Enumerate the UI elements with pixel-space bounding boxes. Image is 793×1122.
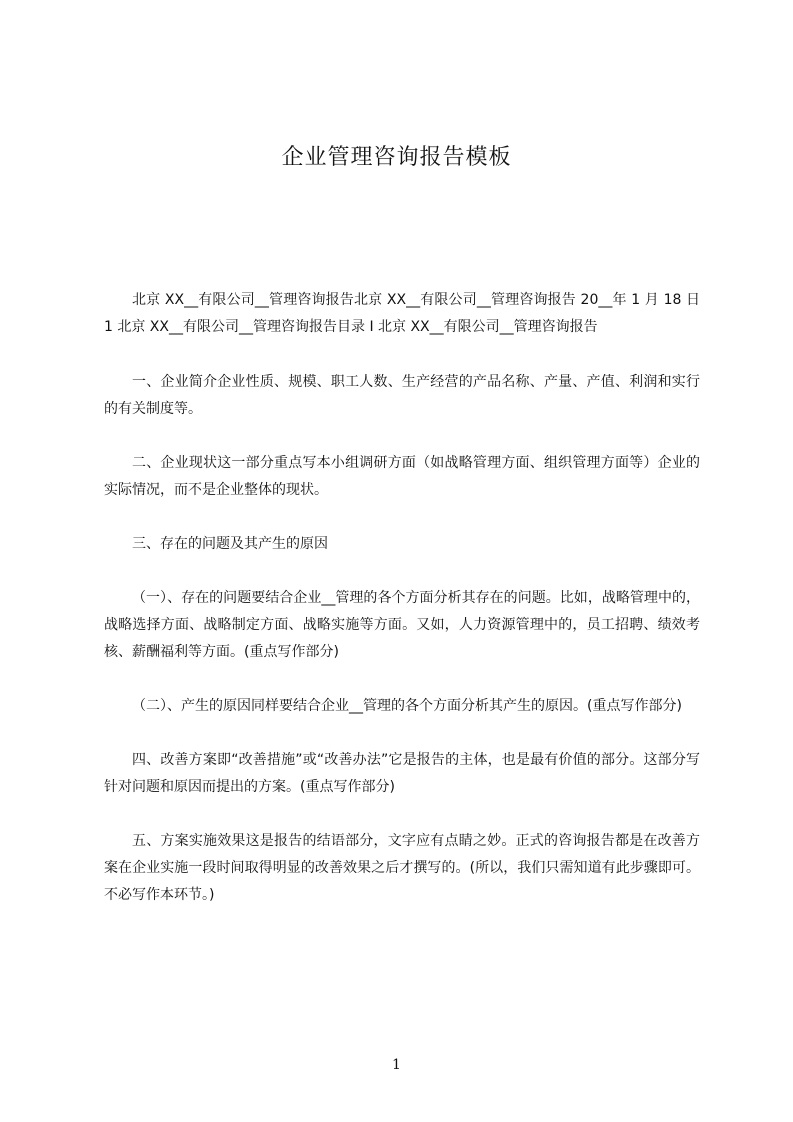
paragraph-problems-heading: 三、存在的问题及其产生的原因 [132, 536, 328, 552]
paragraph-causes: （二）、产生的原因同样要结合企业__管理的各个方面分析其产生的原因。(重点写作部分) [132, 698, 682, 714]
document-body [104, 287, 700, 936]
page-number: 1 [392, 1057, 401, 1073]
paragraph-improvement-plan: 四、改善方案即“改善措施”或“改善办法”它是报告的主体，也是最有价值的部分。这部分写针对问题和原因而提出的方案。(重点写作部分) [104, 752, 700, 795]
paragraph-implementation-effect: 五、方案实施效果这是报告的结语部分，文字应有点睛之妙。正式的咨询报告都是在改善方案在企业实施一段时间取得明显的改善效果之后才撰写的。(所以，我们只需知道有此步骤即可。不必写作本环节。) [104, 833, 700, 903]
paragraph-company-intro: 一、企业简介企业性质、规模、职工人数、生产经营的产品名称、产量、产值、利润和实行的有关制度等。 [104, 374, 700, 417]
paragraph-header-info: 北京 XX__有限公司__管理咨询报告北京 XX__有限公司__管理咨询报告 20__年 1 月 18 日 1 北京 XX__有限公司__管理咨询报告目录 I 北京 XX__有限公司__管理咨询报告 [104, 292, 700, 335]
document-title: 企业管理咨询报告模板 [281, 145, 512, 170]
paragraph-problems: （一）、存在的问题要结合企业__管理的各个方面分析其存在的问题。比如，战略管理中的，战略选择方面、战略制定方面、战略实施等方面。又如，人力资源管理中的，员工招聘、绩效考核、薪酬福利等方面。(重点写作部分) [104, 590, 700, 660]
paragraph-company-status: 二、企业现状这一部分重点写本小组调研方面（如战略管理方面、组织管理方面等）企业的实际情况，而不是企业整体的现状。 [104, 455, 700, 498]
